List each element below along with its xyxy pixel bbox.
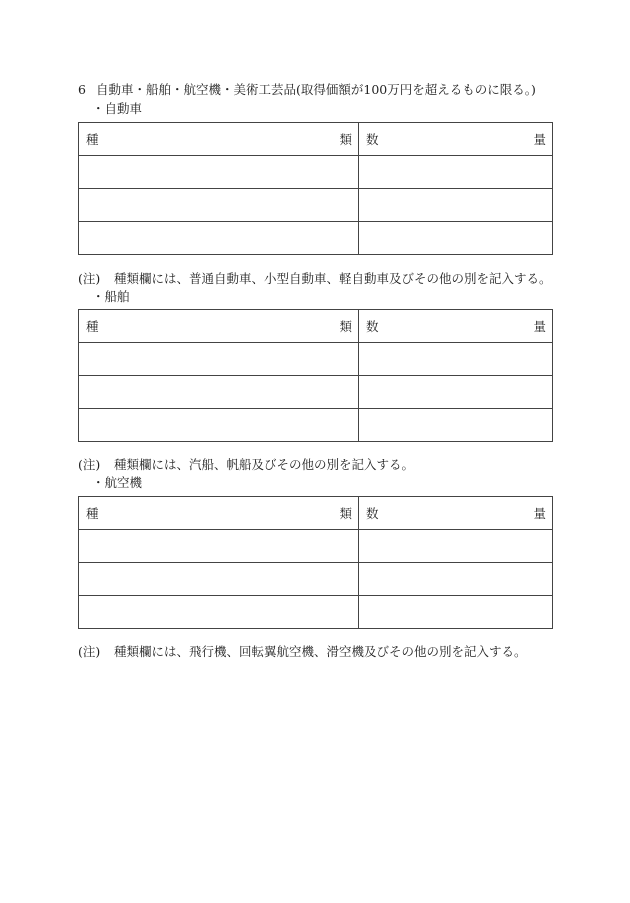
cell-type[interactable]: [79, 596, 359, 629]
cell-type[interactable]: [79, 189, 359, 222]
cell-quantity[interactable]: [359, 222, 553, 255]
cell-quantity[interactable]: [359, 189, 553, 222]
table-header-row: [79, 123, 553, 156]
cell-type[interactable]: [79, 222, 359, 255]
cell-type[interactable]: [79, 156, 359, 189]
cell-type[interactable]: [79, 530, 359, 563]
header-type: [79, 497, 359, 530]
note-aircraft: [78, 642, 527, 660]
note-text: 種類欄には、飛行機、回転翼航空機、滑空機及びその他の別を記入する。: [114, 644, 527, 659]
note-ship: [78, 455, 414, 473]
note-tag: (注): [78, 644, 101, 659]
header-type-right: 類: [339, 319, 352, 334]
table-row: [79, 409, 553, 442]
header-type-right: 類: [339, 132, 352, 147]
header-quantity: [359, 123, 553, 156]
subtitle-ship: ・船舶: [92, 289, 130, 304]
cell-quantity[interactable]: [359, 596, 553, 629]
table-row: [79, 596, 553, 629]
cell-type[interactable]: [79, 376, 359, 409]
cell-type[interactable]: [79, 409, 359, 442]
cell-type[interactable]: [79, 343, 359, 376]
header-type: [79, 123, 359, 156]
table-header-row: [79, 497, 553, 530]
table-row: [79, 343, 553, 376]
table-row: [79, 376, 553, 409]
subtitle-aircraft: ・航空機: [92, 475, 143, 490]
header-type-left: 種: [86, 319, 99, 334]
header-type-left: 種: [86, 506, 99, 521]
cell-quantity[interactable]: [359, 409, 553, 442]
cell-quantity[interactable]: [359, 376, 553, 409]
note-tag: (注): [78, 271, 101, 286]
header-quantity: [359, 497, 553, 530]
header-type-right: 類: [339, 506, 352, 521]
table-row: [79, 189, 553, 222]
table-header-row: [79, 310, 553, 343]
table-row: [79, 156, 553, 189]
header-quantity-left: 数: [366, 132, 379, 147]
header-quantity-left: 数: [366, 506, 379, 521]
header-quantity: [359, 310, 553, 343]
table-row: [79, 563, 553, 596]
cell-quantity[interactable]: [359, 563, 553, 596]
table-row: [79, 222, 553, 255]
subtitle-automobile: ・自動車: [92, 101, 143, 116]
section-title: 自動車・船舶・航空機・美術工芸品(取得価額が100万円を超えるものに限る。): [96, 82, 536, 97]
table-ship: [78, 309, 553, 442]
table-automobile: [78, 122, 553, 255]
header-quantity-right: 量: [533, 132, 546, 147]
section-number: 6: [78, 82, 86, 97]
cell-quantity[interactable]: [359, 530, 553, 563]
header-quantity-right: 量: [533, 319, 546, 334]
header-type-left: 種: [86, 132, 99, 147]
cell-type[interactable]: [79, 563, 359, 596]
header-quantity-left: 数: [366, 319, 379, 334]
section-heading: [78, 80, 536, 98]
table-row: [79, 530, 553, 563]
cell-quantity[interactable]: [359, 156, 553, 189]
note-automobile: [78, 269, 552, 287]
note-tag: (注): [78, 457, 101, 472]
header-quantity-right: 量: [533, 506, 546, 521]
note-text: 種類欄には、普通自動車、小型自動車、軽自動車及びその他の別を記入する。: [114, 271, 552, 286]
note-text: 種類欄には、汽船、帆船及びその他の別を記入する。: [114, 457, 415, 472]
header-type: [79, 310, 359, 343]
cell-quantity[interactable]: [359, 343, 553, 376]
table-aircraft: [78, 496, 553, 629]
